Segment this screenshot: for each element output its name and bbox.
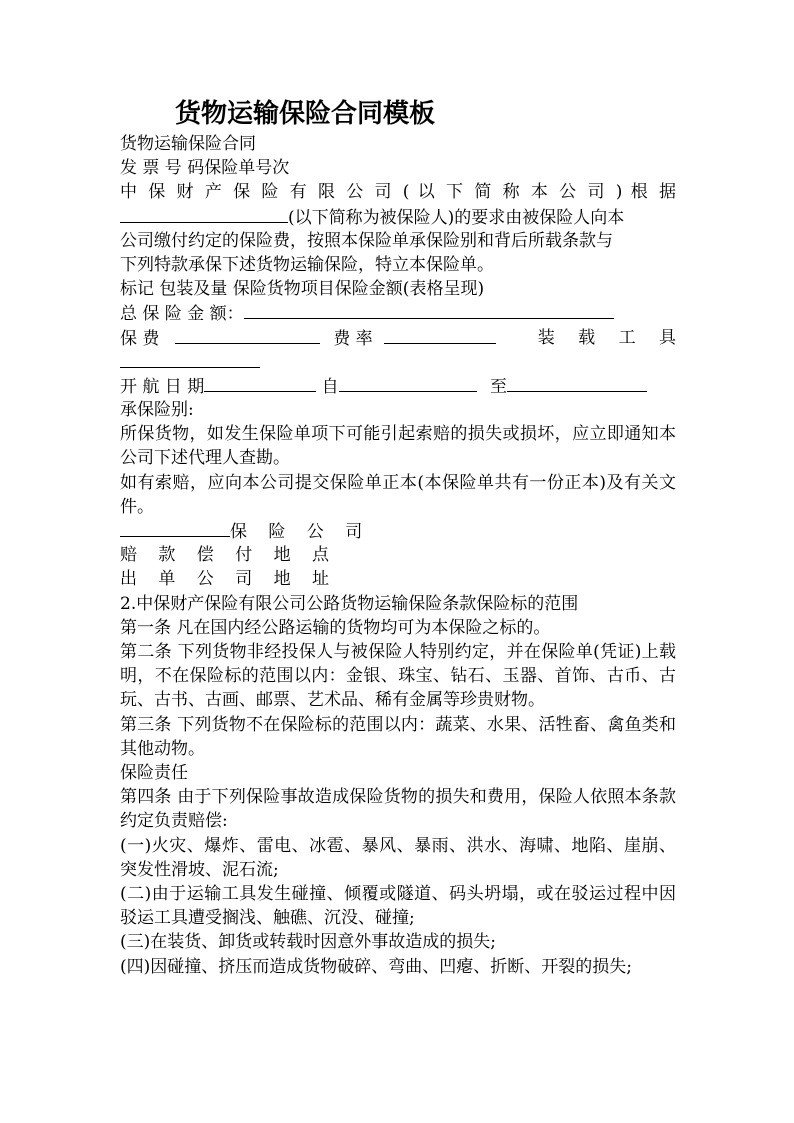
total-amount-blank[interactable] bbox=[244, 301, 614, 319]
rate-label: 费 率 bbox=[333, 328, 373, 349]
from-blank[interactable] bbox=[339, 374, 477, 392]
article-4: 第四条 由于下列保险事故造成保险货物的损失和费用，保险人依照本条款约定负责赔偿: bbox=[120, 787, 676, 832]
to-label: 至 bbox=[490, 376, 508, 397]
insured-name-blank[interactable] bbox=[120, 205, 288, 223]
premium-blank[interactable] bbox=[175, 326, 320, 344]
insurer-label: 保 险 公 司 bbox=[230, 522, 371, 543]
sail-date-blank[interactable] bbox=[204, 374, 316, 392]
premium-line bbox=[120, 326, 676, 350]
document-body bbox=[120, 132, 676, 979]
insurer-name-blank[interactable] bbox=[120, 519, 230, 537]
vehicle-line bbox=[120, 350, 676, 374]
insurer-line bbox=[120, 519, 676, 543]
document-title: 货物运输保险合同模板 bbox=[175, 99, 436, 129]
premium-label: 保 费 bbox=[120, 328, 160, 349]
liability-item-3: (三)在装货、卸货或转载时因意外事故造成的损失; bbox=[120, 932, 496, 953]
liability-heading: 保险责任 bbox=[120, 763, 188, 784]
issuing-address-line: 出 单 公 司 地 址 bbox=[120, 569, 338, 590]
rate-blank[interactable] bbox=[384, 326, 496, 344]
vehicle-blank[interactable] bbox=[120, 350, 260, 368]
coverage-line: 承保险别: bbox=[120, 400, 194, 421]
payout-location-line: 赔 款 偿 付 地 点 bbox=[120, 545, 338, 566]
claim-docs-paragraph: 如有索赔，应向本公司提交保险单正本(本保险单共有一份正本)及有关文件。 bbox=[120, 472, 676, 517]
article-1: 第一条 凡在国内经公路运输的货物均可为本保险之标的。 bbox=[120, 617, 551, 638]
section2-heading: 2.中保财产保险有限公司公路货物运输保险条款保险标的范围 bbox=[120, 593, 579, 614]
liability-item-1: (一)火灾、爆炸、雷电、冰雹、暴风、暴雨、洪水、海啸、地陷、崖崩、突发性滑坡、泥石流; bbox=[120, 835, 676, 880]
insured-line-text: (以下简称为被保险人)的要求由被保险人向本 bbox=[288, 207, 625, 228]
article-2: 第二条 下列货物非经投保人与被保险人特别约定，并在保险单(凭证)上载明，不在保险标的范围以内：金银、珠宝、钻石、玉器、首饰、古币、古玩、古书、古画、邮票、艺术品、稀有金属等珍贵财物。 bbox=[120, 642, 676, 711]
sail-date-line bbox=[120, 374, 676, 398]
insured-line bbox=[120, 205, 676, 229]
to-blank[interactable] bbox=[507, 374, 647, 392]
liability-item-2: (二)由于运输工具发生碰撞、倾覆或隧道、码头坍塌，或在驳运过程中因驳运工具遭受搁浅、触礁、沉没、碰撞; bbox=[120, 884, 676, 929]
invoice-line: 发 票 号 码保险单号次 bbox=[120, 158, 290, 179]
contract-subtitle: 货物运输保险合同 bbox=[120, 134, 256, 154]
company-intro-line-4: 下列特款承保下述货物运输保险，特立本保险单。 bbox=[120, 254, 494, 275]
total-amount-line bbox=[120, 301, 676, 325]
company-intro-line: 中 保 财 产 保 险 有 限 公 司 ( 以 下 简 称 本 公 司 ) 根 据 bbox=[120, 182, 676, 203]
items-line: 标记 包装及量 保险货物项目保险金额(表格呈现) bbox=[120, 279, 485, 300]
liability-item-4: (四)因碰撞、挤压而造成货物破碎、弯曲、凹瘪、折断、开裂的损失; bbox=[120, 956, 632, 977]
from-label: 自 bbox=[321, 376, 339, 397]
claim-notice-paragraph: 所保货物，如发生保险单项下可能引起索赔的损失或损坏，应立即通知本公司下述代理人查勘。 bbox=[120, 424, 676, 469]
article-3: 第三条 下列货物不在保险标的范围以内：蔬菜、水果、活牲畜、禽鱼类和其他动物。 bbox=[120, 714, 676, 759]
sail-date-label: 开 航 日 期 bbox=[120, 376, 205, 397]
vehicle-label: 装 载 工 具 bbox=[537, 327, 676, 348]
total-amount-label: 总 保 险 金 额： bbox=[120, 304, 244, 325]
company-intro-line-3: 公司缴付约定的保险费，按照本保险单承保险别和背后所载条款与 bbox=[120, 230, 613, 251]
